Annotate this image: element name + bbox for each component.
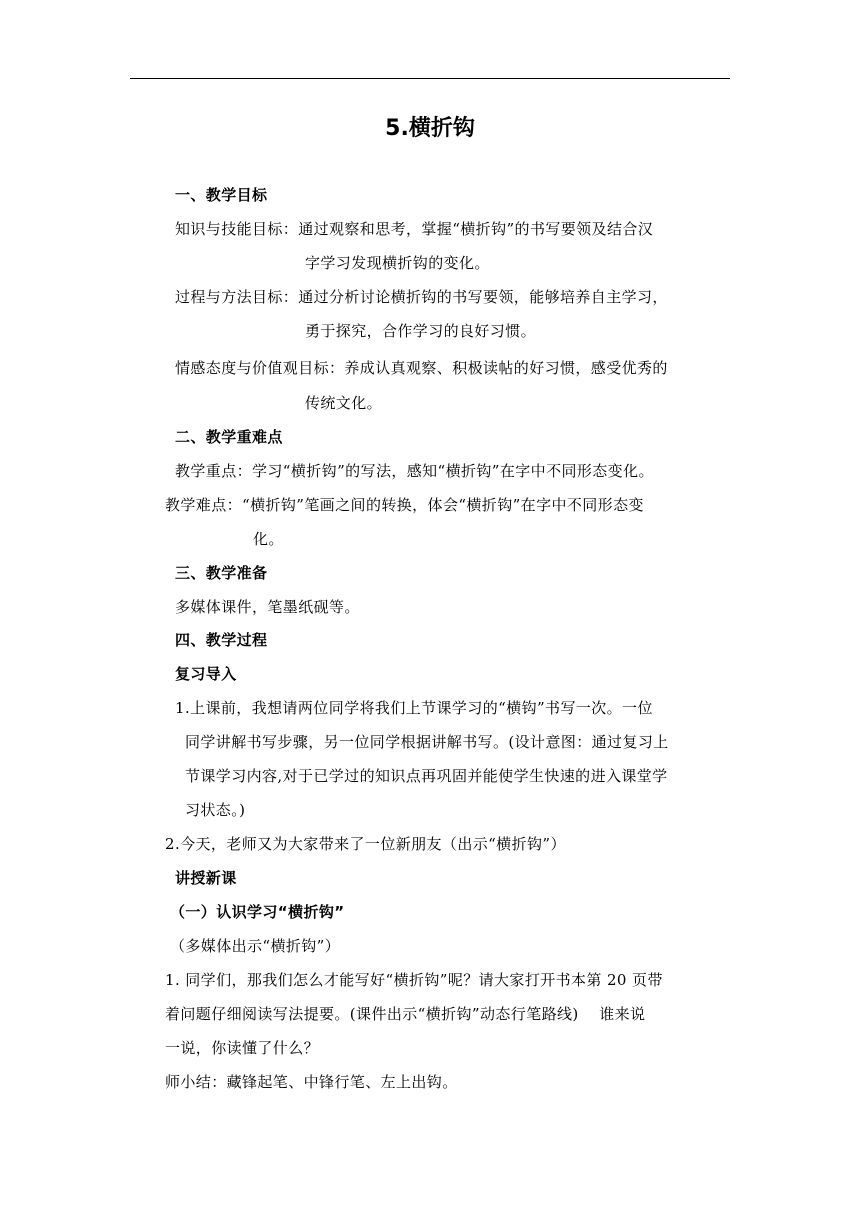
section-heading-key-points: 二、教学重难点 <box>175 428 283 446</box>
header-rule <box>130 78 730 79</box>
objective-process-line1: 过程与方法目标：通过分析讨论横折钩的书写要领，能够培养自主学习， <box>175 288 668 306</box>
review-item2-line: 2.今天，老师又为大家带来了一位新朋友（出示“横折钩”） <box>165 835 566 853</box>
objective-emotion-line1: 情感态度与价值观目标：养成认真观察、积极读帖的好习惯，感受优秀的 <box>175 359 668 377</box>
lesson-item1-line3: 一说，你读懂了什么？ <box>165 1039 320 1057</box>
teacher-summary-line: 师小结：藏锋起笔、中锋行笔、左上出钩。 <box>165 1073 458 1091</box>
objective-knowledge-line2: 字学习发现横折钩的变化。 <box>305 254 490 272</box>
key-point-line: 教学重点：学习“横折钩”的写法，感知“横折钩”在字中不同形态变化。 <box>175 462 654 480</box>
review-item1-line3: 节课学习内容,对于已学过的知识点再巩固并能使学生快速的进入课堂学 <box>185 767 668 785</box>
difficult-point-line1: 教学难点：“横折钩”笔画之间的转换，体会“横折钩”在字中不同形态变 <box>165 496 644 514</box>
difficult-point-line2: 化。 <box>253 530 284 548</box>
objective-process-line2: 勇于探究，合作学习的良好习惯。 <box>305 322 537 340</box>
preparation-line: 多媒体课件，笔墨纸砚等。 <box>175 598 360 616</box>
section-heading-process: 四、教学过程 <box>175 631 268 649</box>
objective-knowledge-line1: 知识与技能目标：通过观察和思考，掌握“横折钩”的书写要领及结合汉 <box>175 220 654 238</box>
subheading-review: 复习导入 <box>175 665 237 683</box>
objective-emotion-line2: 传统文化。 <box>305 394 383 412</box>
lesson-item1-line2: 着问题仔细阅读写法提要。(课件出示“横折钩”动态行笔路线) 谁来说 <box>165 1005 646 1023</box>
section-heading-objectives: 一、教学目标 <box>175 186 268 204</box>
subheading-new-lesson: 讲授新课 <box>175 869 237 887</box>
section-heading-preparation: 三、教学准备 <box>175 564 268 582</box>
review-item1-line4: 习状态。) <box>185 801 246 819</box>
media-note-line: （多媒体出示“横折钩”） <box>170 937 341 955</box>
review-item1-line2: 同学讲解书写步骤，另一位同学根据讲解书写。(设计意图：通过复习上 <box>185 733 669 751</box>
lesson-item1-line1: 1. 同学们，那我们怎么才能写好“横折钩”呢？请大家打开书本第 20 页带 <box>165 971 663 989</box>
review-item1-line1: 1.上课前，我想请两位同学将我们上节课学习的“横钩”书写一次。一位 <box>175 699 653 717</box>
page-title: 5.横折钩 <box>385 116 475 141</box>
subheading-learn-stroke: （一）认识学习“横折钩” <box>170 903 345 921</box>
